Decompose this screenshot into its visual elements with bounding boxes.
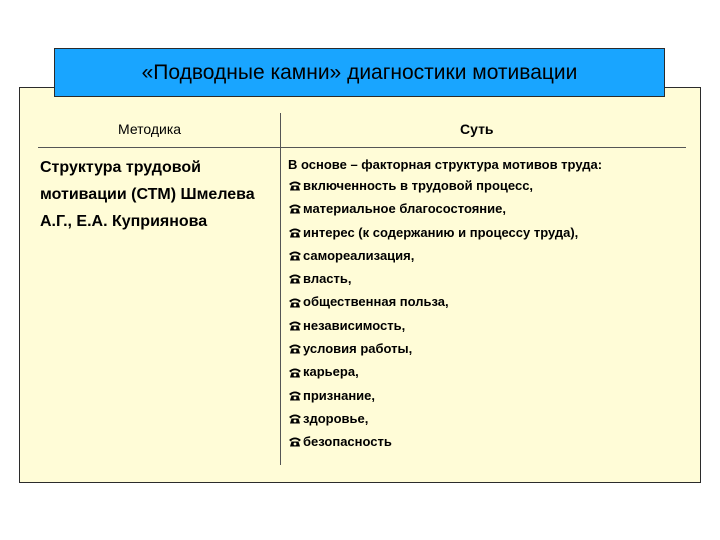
telephone-icon — [288, 367, 302, 378]
telephone-icon — [288, 180, 302, 191]
list-item — [288, 430, 698, 453]
column-header-essence: Суть — [460, 121, 494, 137]
list-item-label: материальное благосостояние, — [303, 201, 506, 217]
column-header-method: Методика — [118, 121, 182, 137]
telephone-icon — [288, 203, 302, 214]
list-item-label: признание, — [303, 387, 376, 403]
list-item-label: власть, — [303, 271, 352, 287]
page-title: «Подводные камни» диагностики мотивации — [141, 60, 578, 84]
list-item — [288, 267, 698, 290]
list-item — [288, 221, 698, 244]
list-item — [288, 244, 698, 267]
list-item-label: условия работы, — [303, 341, 413, 357]
telephone-icon — [288, 390, 302, 401]
column-divider — [280, 113, 281, 465]
telephone-icon — [288, 227, 302, 238]
telephone-icon — [288, 297, 302, 308]
list-item — [288, 360, 698, 383]
list-item — [288, 337, 698, 360]
telephone-icon — [288, 413, 302, 424]
essence-intro: В основе – факторная структура мотивов труда: — [288, 157, 603, 172]
list-item — [288, 407, 698, 430]
telephone-icon — [288, 436, 302, 447]
list-item — [288, 290, 698, 313]
telephone-icon — [288, 343, 302, 354]
telephone-icon — [288, 273, 302, 284]
list-item — [288, 314, 698, 337]
list-item-label: самореализация, — [303, 247, 415, 263]
list-item — [288, 384, 698, 407]
title-banner — [54, 48, 665, 97]
list-item-label: здоровье, — [303, 410, 369, 426]
list-item-label: включенность в трудовой процесс, — [303, 178, 534, 193]
telephone-icon — [288, 250, 302, 261]
list-item — [288, 174, 698, 197]
method-cell: Структура трудовой мотивации (СТМ) Шмелева А.Г., Е.А. Куприянова — [40, 159, 255, 230]
list-item-label: карьера, — [303, 364, 359, 380]
telephone-icon — [288, 320, 302, 331]
list-item — [288, 197, 698, 220]
list-item-label: безопасность — [303, 434, 392, 450]
header-divider — [38, 147, 686, 148]
list-item-label: общественная польза, — [303, 294, 449, 310]
list-item-label: независимость, — [303, 317, 406, 333]
list-item-label: интерес (к содержанию и процессу труда), — [303, 224, 579, 240]
essence-cell — [288, 155, 698, 454]
